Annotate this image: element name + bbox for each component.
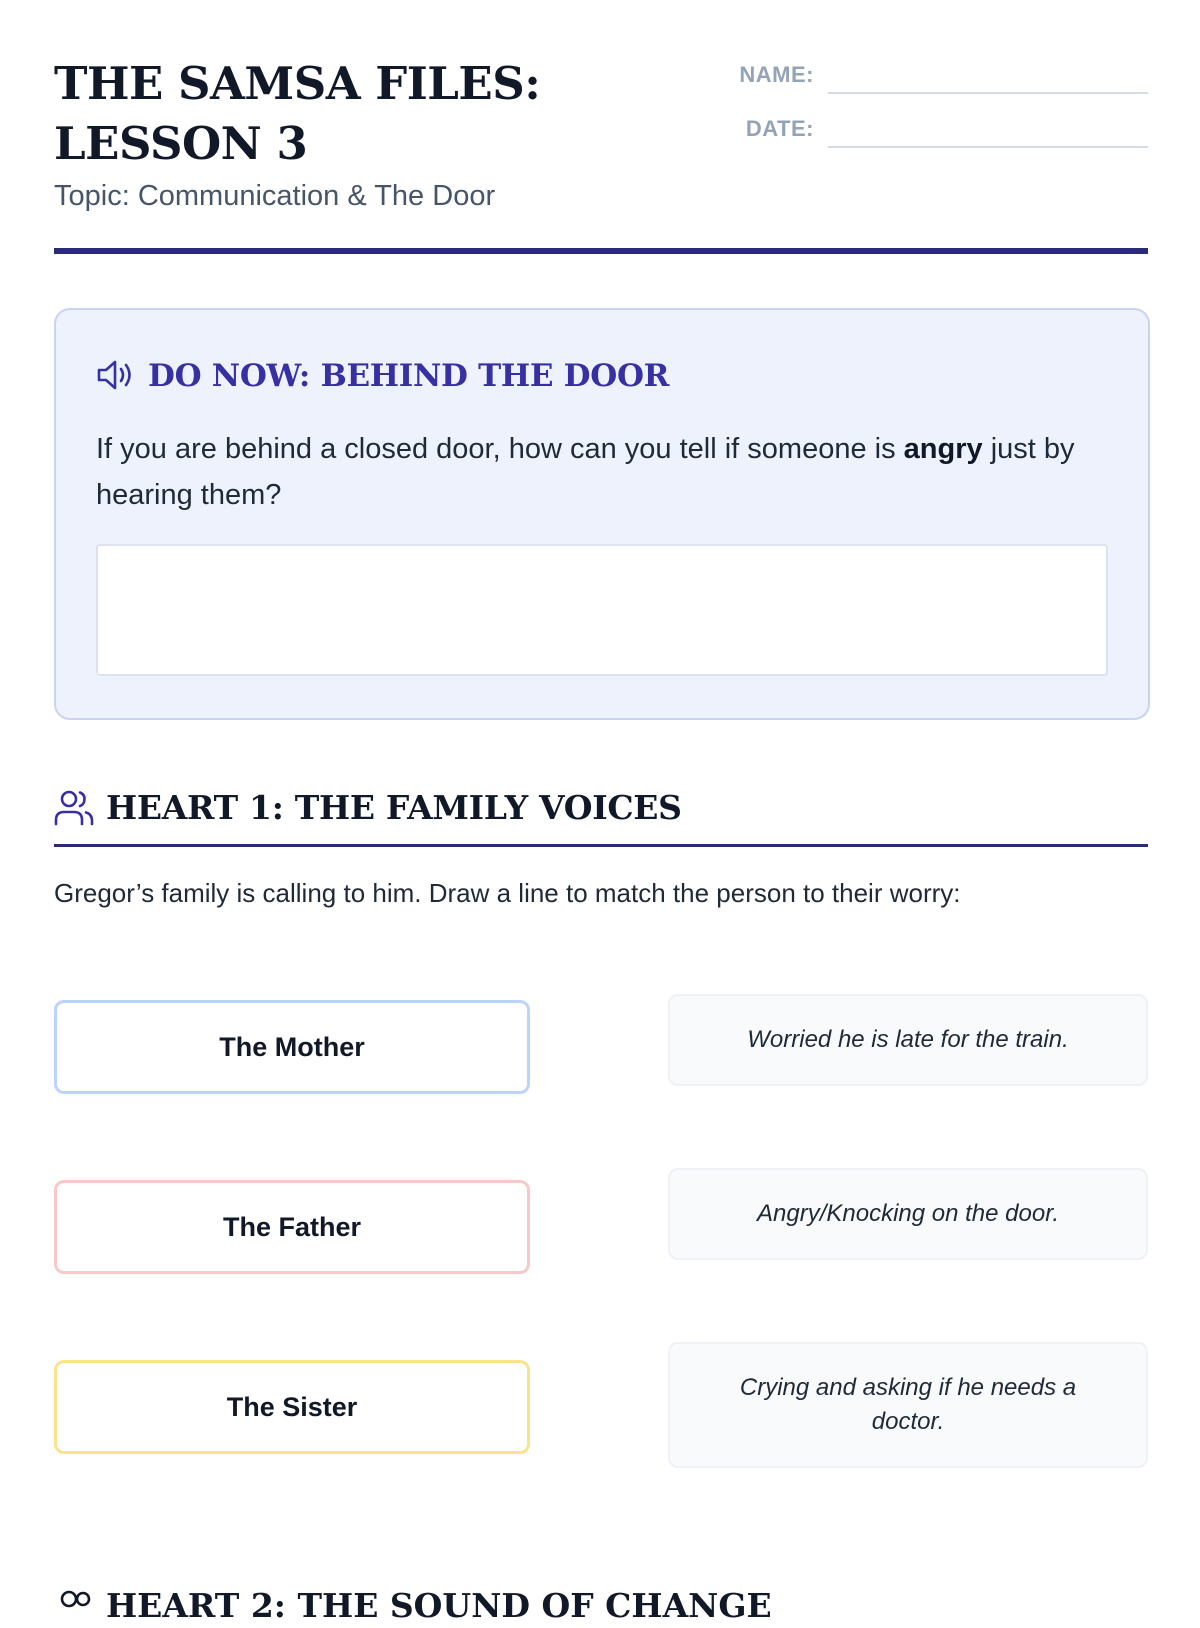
date-label: DATE: [745,116,814,141]
header-divider [54,248,1148,254]
heart2-title: HEART 2: THE SOUND OF CHANGE [106,1586,772,1625]
lesson-topic: Topic: Communication & The Door [54,180,496,212]
users-icon [54,1588,94,1628]
do-now-answer-box[interactable] [96,544,1108,676]
name-row [728,58,1148,98]
worksheet-header [54,54,1148,254]
users-icon [54,788,94,828]
match-worry-angry-knocking[interactable]: Angry/Knocking on the door. [668,1168,1148,1260]
do-now-question [96,426,1096,518]
match-person-father[interactable]: The Father [54,1180,530,1274]
heart2-heading [54,1584,1148,1628]
match-person-sister[interactable]: The Sister [54,1360,530,1454]
speaker-icon [96,358,136,392]
match-person-mother[interactable]: The Mother [54,1000,530,1094]
question-emphasis: angry [903,433,983,465]
date-row [728,112,1148,152]
name-label: NAME: [739,62,814,87]
match-worry-crying-doctor[interactable]: Crying and asking if he needs a doctor. [668,1342,1148,1468]
question-text-end: just by hearing them? [96,433,1075,511]
date-field[interactable] [828,146,1148,148]
heart1-divider [54,844,1148,847]
heart1-title: HEART 1: THE FAMILY VOICES [106,788,682,827]
name-field[interactable] [828,92,1148,94]
page-title: THE SAMSA FILES: LESSON 3 [54,57,541,170]
do-now-card [54,308,1150,720]
match-worry-late-train[interactable]: Worried he is late for the train. [668,994,1148,1086]
heart1-instructions: Gregor’s family is calling to him. Draw a line to match the person to their worry: [54,878,961,908]
worksheet-page [54,0,1148,1625]
do-now-title: DO NOW: BEHIND THE DOOR [148,358,670,394]
question-text-start: If you are behind a closed door, how can you tell if someone is [96,433,904,465]
heart1-heading [54,786,1148,848]
